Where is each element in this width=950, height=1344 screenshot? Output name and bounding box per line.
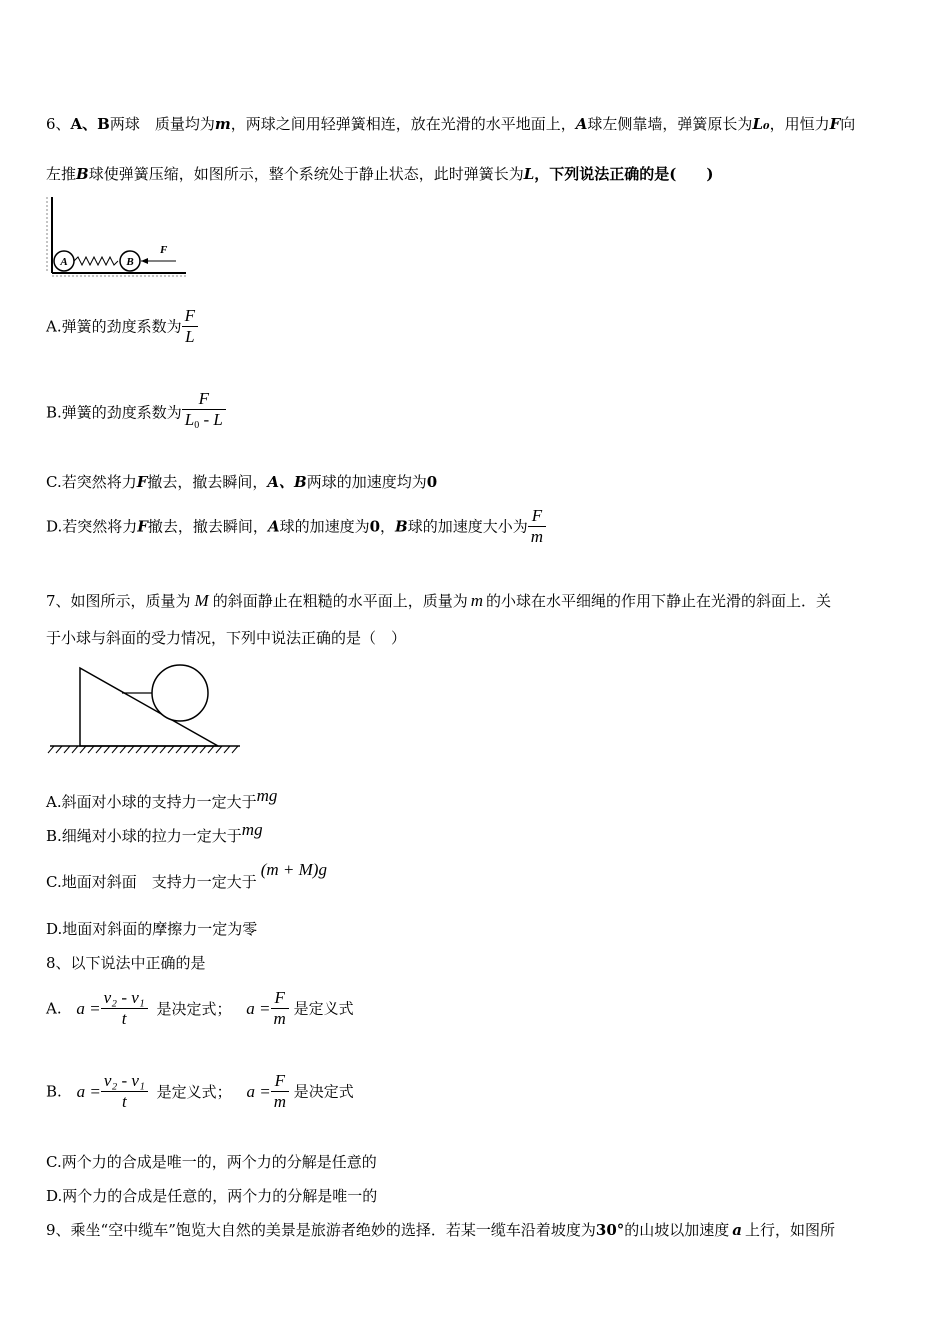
q8-option-d: D.两个力的合成是任意的，两个力的分解是唯一的: [46, 1187, 378, 1205]
q6-option-c: C.若突然将力F撤去，撤去瞬间，A、B两球的加速度均为0: [46, 473, 438, 491]
q6-line2: 左推B球使弹簧压缩，如图所示，整个系统处于静止状态，此时弹簧长为L，下列说法正确的是( ): [46, 165, 714, 183]
fraction: $\frac{F}{L_0 - L}$: [182, 389, 226, 436]
q7-option-d: D.地面对斜面的摩擦力一定为零: [46, 920, 258, 938]
q7-option-b: B.细绳对小球的拉力一定大于mg: [46, 820, 263, 845]
q7-option-c: C.地面对斜面 支持力一定大于(m + M)g: [46, 860, 327, 891]
q7-line1: 7、如图所示，质量为 M 的斜面静止在粗糙的水平面上，质量为 m 的小球在水平细绳的作用下静止在光滑的斜面上．关: [46, 591, 832, 610]
q8-option-b: B. a = $\frac{\text{v₂ - v₁}}{t}$ 是定义式； a = $\frac{F}{m}$ 是决定式: [46, 1071, 354, 1111]
fraction: $\frac{F}{m}$: [271, 988, 289, 1029]
q7-option-a: A.斜面对小球的支持力一定大于mg: [46, 786, 278, 811]
fraction: $\frac{\text{v₂ - v₁}}{t}$: [101, 988, 148, 1029]
q6-option-b: B.弹簧的劲度系数为 $\frac{F}{L_0 - L}$: [46, 389, 226, 436]
ball-a-label: A: [60, 256, 68, 268]
fraction: $\frac{F}{m}$: [528, 506, 546, 547]
ball-b-label: B: [126, 256, 134, 268]
q8-option-a: A. a = $\frac{\text{v₂ - v₁}}{t}$ 是决定式； a = $\frac{F}{m}$ 是定义式: [46, 988, 354, 1028]
fraction: $\frac{\text{v₂ - v₁}}{t}$: [101, 1071, 148, 1112]
q6-option-a: A.弹簧的劲度系数为 $\frac{F}{L}$: [46, 306, 198, 347]
q6-spring-figure: [44, 195, 194, 280]
q7-incline-figure: [44, 660, 244, 755]
q7-line2: 于小球与斜面的受力情况，下列中说法正确的是（ ）: [46, 629, 407, 647]
q9-line1: 9、乘坐“空中缆车”饱览大自然的美景是旅游者绝妙的选择．若某一缆车沿着坡度为30°的山坡以加速度 a 上行，如图所: [46, 1221, 836, 1239]
fraction: $\frac{F}{L}$: [182, 306, 198, 347]
q6-option-d: D.若突然将力F撤去，撤去瞬间，A球的加速度为0，B球的加速度大小为 $\frac{F}{m}$: [46, 506, 546, 547]
fraction: $\frac{F}{m}$: [271, 1071, 289, 1112]
q6-line1: 6、A、B两球 质量均为m，两球之间用轻弹簧相连，放在光滑的水平地面上，A球左侧靠墙，弹簧原长为L₀，用恒力F向: [46, 115, 856, 133]
q8-title: 8、以下说法中正确的是: [46, 954, 206, 972]
force-label: F: [160, 244, 168, 256]
q8-option-c: C.两个力的合成是唯一的，两个力的分解是任意的: [46, 1153, 377, 1171]
